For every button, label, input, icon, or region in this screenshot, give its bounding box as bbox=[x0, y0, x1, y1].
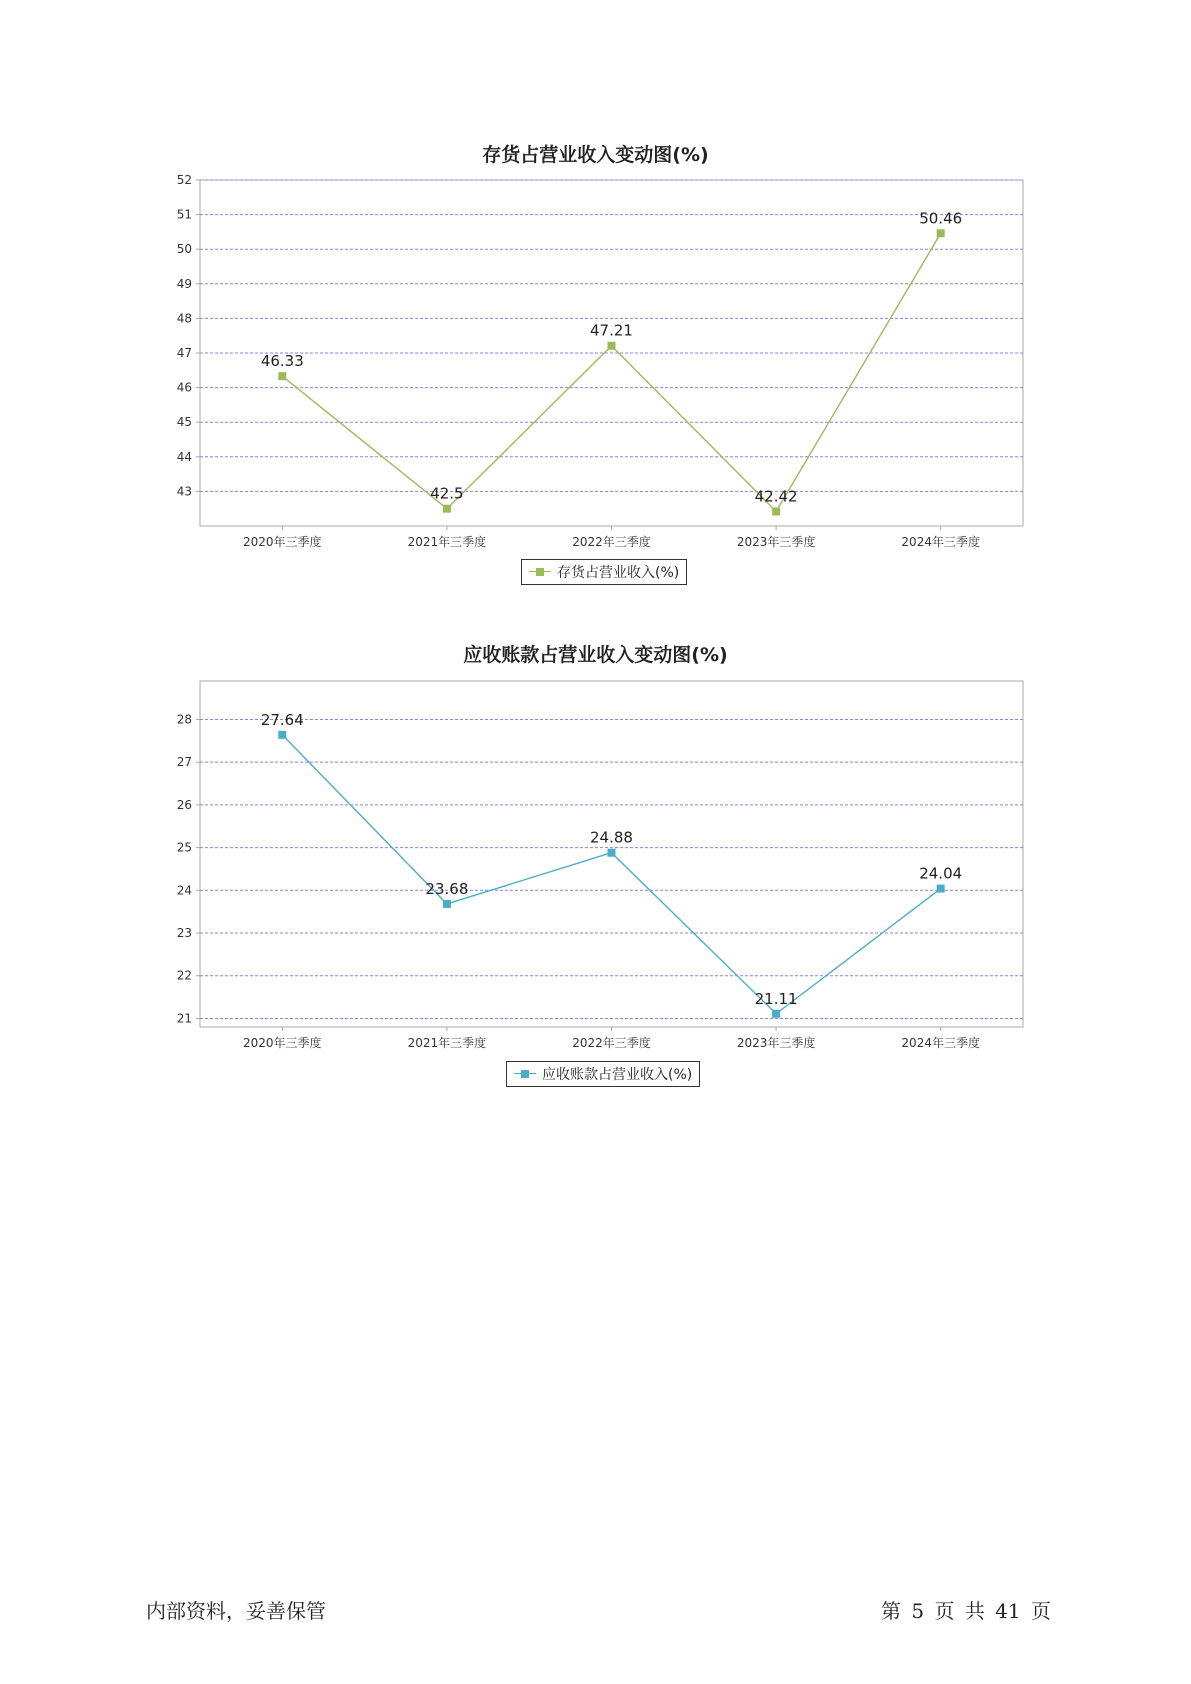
chart-inventory-ratio bbox=[0, 140, 1191, 600]
y-tick-label: 50 bbox=[176, 242, 192, 257]
y-tick-label: 44 bbox=[176, 449, 192, 464]
data-label: 46.33 bbox=[260, 352, 304, 371]
data-label: 47.21 bbox=[590, 321, 633, 340]
data-label: 27.64 bbox=[260, 710, 304, 729]
data-point bbox=[608, 342, 616, 350]
x-tick-label: 2022年三季度 bbox=[572, 1036, 651, 1050]
data-point bbox=[443, 900, 451, 908]
x-tick-label: 2023年三季度 bbox=[736, 1036, 816, 1050]
y-tick-label: 23 bbox=[176, 926, 192, 941]
data-label: 42.42 bbox=[754, 487, 798, 506]
y-tick-label: 48 bbox=[176, 311, 192, 326]
y-tick-label: 25 bbox=[176, 840, 192, 855]
y-tick-label: 51 bbox=[176, 207, 192, 222]
footer-confidential-note: 内部资料，妥善保管 bbox=[146, 1599, 326, 1623]
chart-legend bbox=[521, 559, 687, 585]
data-point bbox=[937, 885, 945, 893]
x-tick-label: 2021年三季度 bbox=[407, 1036, 487, 1050]
x-tick-label: 2020年三季度 bbox=[243, 535, 322, 549]
x-tick-label: 2020年三季度 bbox=[243, 1036, 322, 1050]
x-tick-label: 2024年三季度 bbox=[901, 535, 980, 549]
data-label: 21.11 bbox=[754, 989, 798, 1008]
legend-label: 存货占营业收入(%) bbox=[557, 565, 680, 581]
chart-title: 存货占营业收入变动图(%) bbox=[482, 144, 709, 166]
data-point bbox=[278, 372, 286, 380]
chart-receivables-ratio bbox=[0, 640, 1191, 1100]
y-tick-label: 21 bbox=[176, 1011, 192, 1026]
footer-page-number: 第 5 页 共 41 页 bbox=[881, 1599, 1051, 1623]
data-point bbox=[608, 849, 616, 857]
data-point bbox=[443, 505, 451, 513]
y-tick-label: 24 bbox=[176, 883, 192, 898]
data-label: 24.04 bbox=[919, 864, 963, 883]
data-point bbox=[937, 229, 945, 237]
data-label: 50.46 bbox=[919, 209, 963, 228]
data-point bbox=[772, 1010, 780, 1018]
x-tick-label: 2021年三季度 bbox=[407, 535, 487, 549]
data-point bbox=[772, 507, 780, 515]
y-tick-label: 43 bbox=[176, 484, 192, 499]
chart-plot bbox=[0, 640, 1191, 1100]
y-tick-label: 22 bbox=[176, 968, 192, 983]
data-label: 42.5 bbox=[430, 484, 464, 503]
x-tick-label: 2022年三季度 bbox=[572, 535, 651, 549]
data-label: 24.88 bbox=[590, 828, 633, 847]
y-tick-label: 28 bbox=[176, 712, 192, 727]
chart-legend bbox=[506, 1061, 700, 1087]
y-tick-label: 47 bbox=[176, 346, 192, 360]
data-label: 23.68 bbox=[425, 879, 469, 898]
y-tick-label: 26 bbox=[176, 797, 192, 812]
y-tick-label: 27 bbox=[176, 755, 192, 770]
legend-marker-icon bbox=[529, 566, 551, 578]
y-tick-label: 45 bbox=[176, 415, 192, 430]
y-tick-label: 46 bbox=[176, 380, 192, 395]
legend-marker-icon bbox=[514, 1068, 536, 1080]
data-point bbox=[278, 731, 286, 739]
y-tick-label: 49 bbox=[176, 276, 192, 291]
chart-title: 应收账款占营业收入变动图(%) bbox=[463, 644, 728, 666]
x-tick-label: 2024年三季度 bbox=[901, 1036, 980, 1050]
y-tick-label: 52 bbox=[176, 173, 192, 187]
x-tick-label: 2023年三季度 bbox=[736, 535, 816, 549]
legend-label: 应收账款占营业收入(%) bbox=[542, 1067, 693, 1083]
chart-plot bbox=[0, 140, 1191, 600]
